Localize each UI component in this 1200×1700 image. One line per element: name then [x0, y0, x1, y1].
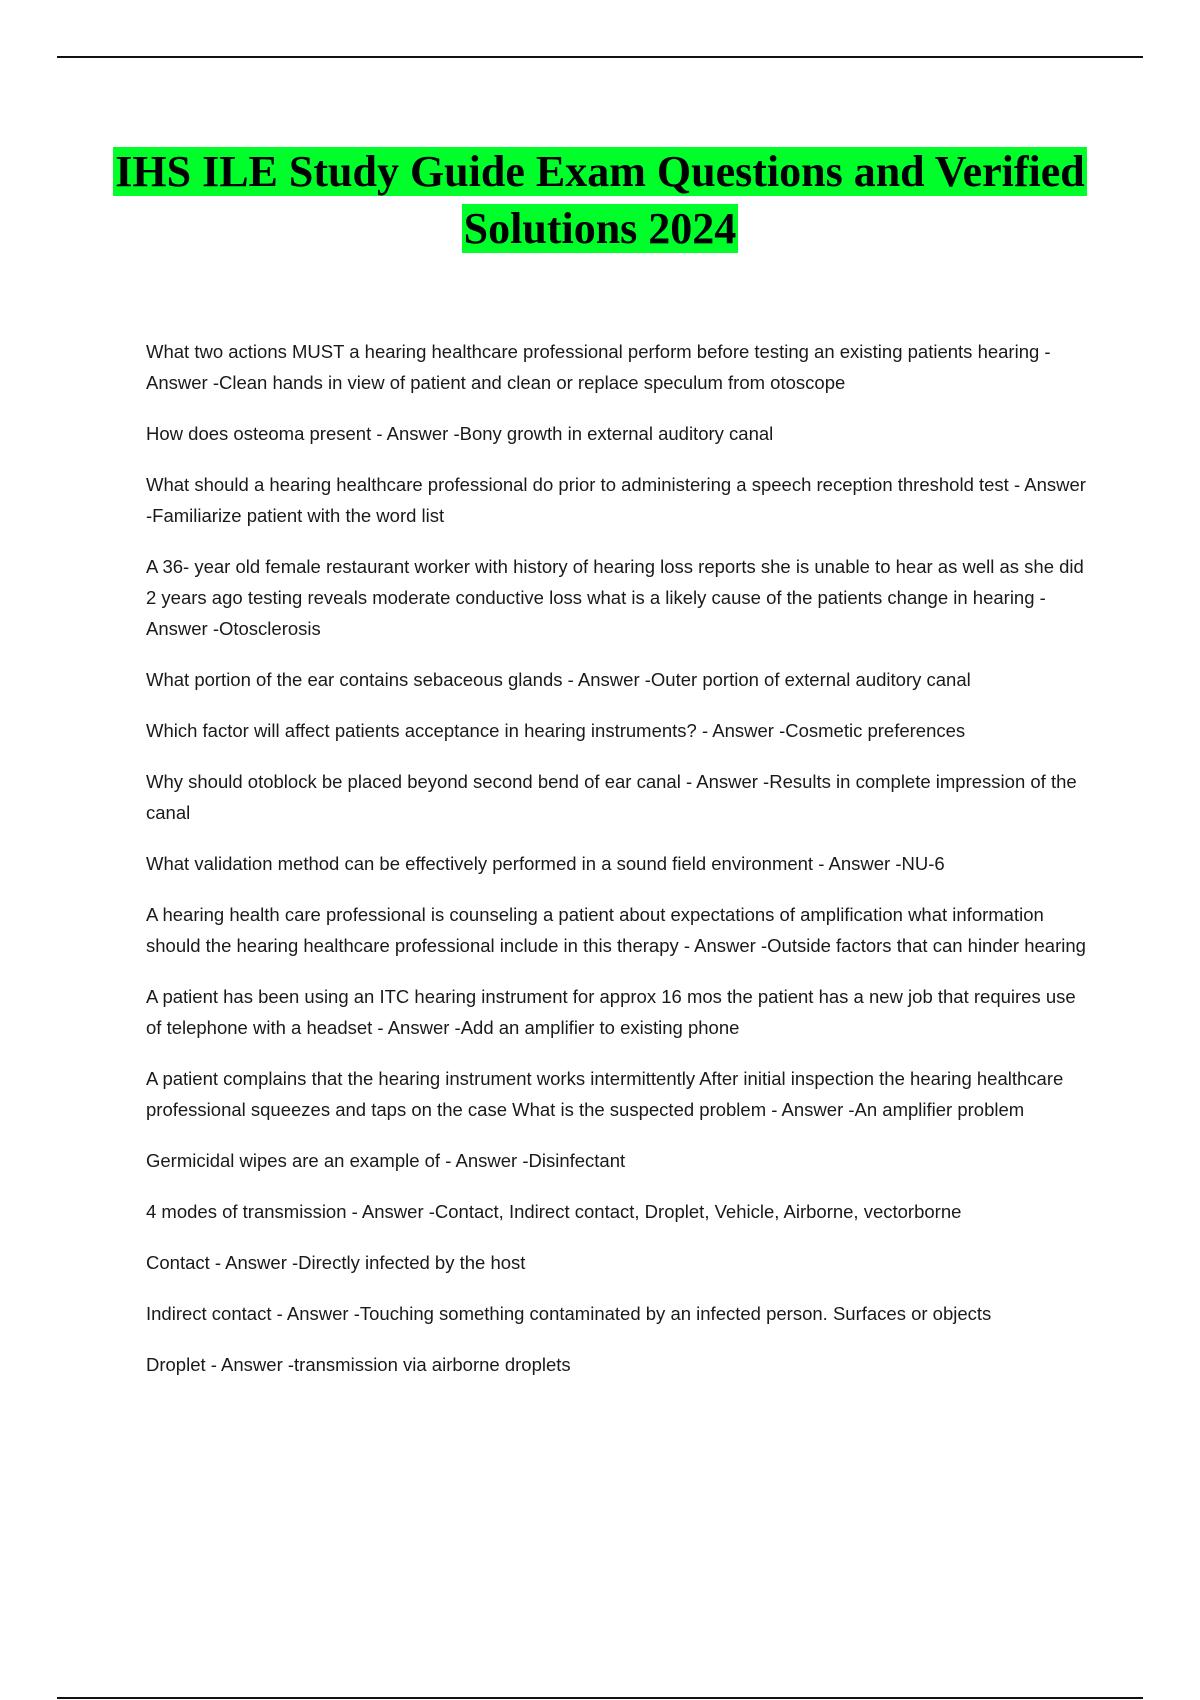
qa-item: Why should otoblock be placed beyond second bend of ear canal - Answer -Results in complete impression of the canal: [146, 771, 1077, 823]
bottom-rule: [57, 1697, 1143, 1699]
qa-item: 4 modes of transmission - Answer -Contact, Indirect contact, Droplet, Vehicle, Airborne, vectorborne: [146, 1201, 962, 1222]
qa-item: Which factor will affect patients acceptance in hearing instruments? - Answer -Cosmetic preferences: [146, 720, 966, 741]
qa-list: [146, 336, 1090, 1400]
qa-item: Droplet - Answer -transmission via airborne droplets: [146, 1354, 571, 1375]
title-highlight: IHS ILE Study Guide Exam Questions and Verified Solutions 2024: [115, 147, 1085, 253]
qa-item: Germicidal wipes are an example of - Answer -Disinfectant: [146, 1150, 626, 1171]
qa-item: What portion of the ear contains sebaceous glands - Answer -Outer portion of external auditory canal: [146, 669, 971, 690]
qa-item: A hearing health care professional is counseling a patient about expectations of amplification what information should the hearing healthcare professional include in this therapy - Answer -Outside factors that can hinder hearing: [146, 904, 1086, 956]
qa-item: A patient complains that the hearing instrument works intermittently After initial inspection the hearing healthcare professional squeezes and taps on the case What is the suspected problem - Answer -An amplifier problem: [146, 1068, 1064, 1120]
qa-item: A patient has been using an ITC hearing instrument for approx 16 mos the patient has a new job that requires use of telephone with a headset - Answer -Add an amplifier to existing phone: [146, 986, 1076, 1038]
top-rule: [57, 56, 1143, 58]
qa-item: What validation method can be effectively performed in a sound field environment - Answer -NU-6: [146, 853, 945, 874]
qa-item: Contact - Answer -Directly infected by the host: [146, 1252, 526, 1273]
title-block: [100, 143, 1100, 257]
qa-item: What should a hearing healthcare professional do prior to administering a speech reception threshold test - Answer -Familiarize patient with the word list: [146, 474, 1086, 526]
qa-item: A 36- year old female restaurant worker with history of hearing loss reports she is unable to hear as well as she did 2 years ago testing reveals moderate conductive loss what is a likely cause of the patients change in hearing - Answer -Otosclerosis: [146, 556, 1084, 639]
page-title: [100, 143, 1100, 257]
qa-item: How does osteoma present - Answer -Bony growth in external auditory canal: [146, 423, 774, 444]
qa-item: Indirect contact - Answer -Touching something contaminated by an infected person. Surfaces or objects: [146, 1303, 992, 1324]
qa-item: What two actions MUST a hearing healthcare professional perform before testing an existing patients hearing - Answer -Clean hands in view of patient and clean or replace speculum from otoscope: [146, 341, 1051, 393]
